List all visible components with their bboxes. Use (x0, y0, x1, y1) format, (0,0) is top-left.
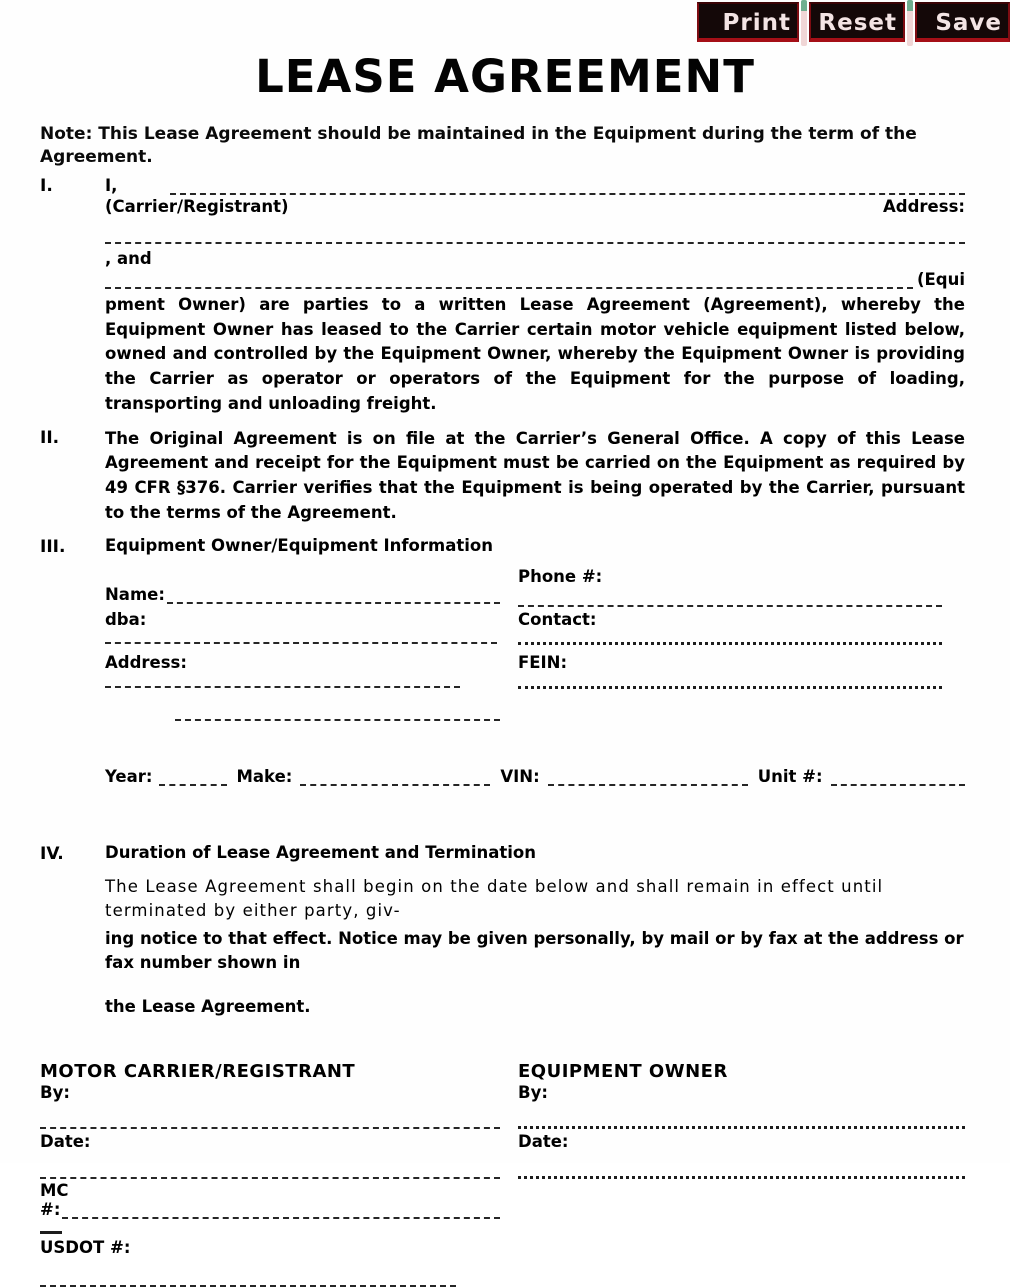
carrier-name-line[interactable] (170, 176, 965, 195)
section-4-heading: Duration of Lease Agreement and Termination (105, 842, 536, 862)
address-label: Address: (883, 196, 965, 216)
mc-number-label: #: (40, 1200, 61, 1220)
section-3-numeral: III. (40, 536, 66, 557)
section-2 (0, 427, 1010, 526)
vin-label: VIN: (500, 766, 540, 786)
and-label: , and (105, 248, 152, 268)
section-4 (0, 843, 1010, 1020)
text-cursor-bar (907, 0, 913, 46)
owner-date-label: Date: (518, 1132, 569, 1152)
name-label: Name: (105, 584, 165, 604)
equipment-owner-name-line[interactable] (105, 270, 913, 289)
unit-input-line[interactable] (831, 767, 965, 786)
equi-label: (Equi (916, 269, 965, 289)
carrier-address-line[interactable] (105, 225, 965, 244)
make-input-line[interactable] (300, 767, 490, 786)
page-title: LEASE AGREEMENT (255, 50, 755, 103)
phone-label: Phone #: (518, 566, 603, 586)
reset-button[interactable]: Reset (809, 2, 905, 42)
carrier-date-label: Date: (40, 1132, 91, 1152)
section-4-paragraph-2: ing notice to that effect. Notice may be given personally, by mail or by fax at the address or fax number shown in (105, 929, 964, 973)
text-cursor-bar (801, 0, 807, 46)
contact-input-line[interactable] (518, 626, 942, 645)
section-4-paragraph-3: the Lease Agreement. (105, 997, 311, 1017)
mc-number-line[interactable] (62, 1200, 500, 1219)
save-button[interactable]: Save (915, 2, 1010, 42)
owner-by-label: By: (518, 1083, 548, 1103)
vin-input-line[interactable] (548, 767, 748, 786)
equipment-owner-signature-block (518, 1061, 965, 1179)
year-input-line[interactable] (159, 767, 227, 786)
signature-section (40, 1061, 965, 1276)
section-2-numeral: II. (40, 427, 60, 448)
unit-label: Unit #: (757, 766, 823, 786)
section-2-body-text: The Original Agreement is on file at the Carrier’s General Office. A copy of this Lease Agreement and receipt for the Equipment must be carried on the Equipment as required by 49 CFR §376. Carrier verifies that the Equipment is being operated by the Carrier, pursuant to the terms of the Agreement. (105, 428, 965, 522)
owner-by-signature-line[interactable] (518, 1110, 965, 1129)
section-1-body-text: pment Owner) are parties to a written Lease Agreement (Agreement), whereby the Equipment Owner has leased to the Carrier certain motor vehicle equipment listed below, owned and controlled by the Equipment Owner, whereby the Equipment Owner is providing the Carrier as operator or operators of the Equipment for the purpose of loading, transporting and unloading freight. (105, 294, 965, 413)
section-4-paragraph-1: The Lease Agreement shall begin on the date below and shall remain in effect until terminated by either party, giv- (105, 876, 884, 920)
section-3-heading: Equipment Owner/Equipment Information (105, 535, 493, 555)
address-input-line-2[interactable] (175, 702, 500, 721)
motor-carrier-signature-block (40, 1061, 500, 1287)
address-field-label: Address: (105, 652, 187, 672)
equipment-owner-heading: EQUIPMENT OWNER (518, 1061, 728, 1083)
usdot-label: USDOT #: (40, 1238, 131, 1258)
address-input-line[interactable] (105, 669, 460, 688)
section-4-numeral: IV. (40, 843, 64, 864)
name-input-line[interactable] (167, 585, 500, 604)
i-comma-label: I, (105, 175, 118, 195)
usdot-number-line[interactable] (40, 1268, 456, 1287)
note-text: Note: This Lease Agreement should be maintained in the Equipment during the term of the Agreement. (40, 124, 917, 167)
carrier-date-line[interactable] (40, 1160, 500, 1179)
carrier-by-signature-line[interactable] (40, 1110, 500, 1129)
year-label: Year: (105, 766, 153, 786)
motor-carrier-heading: MOTOR CARRIER/REGISTRANT (40, 1061, 356, 1083)
owner-date-line[interactable] (518, 1160, 965, 1179)
carrier-registrant-label: (Carrier/Registrant) (105, 196, 289, 216)
dba-label: dba: (105, 609, 147, 629)
equipment-info-form (105, 557, 965, 817)
carrier-by-label: By: (40, 1083, 70, 1103)
make-label: Make: (236, 766, 293, 786)
dba-input-line[interactable] (105, 625, 497, 644)
phone-input-line[interactable] (518, 588, 942, 607)
print-button[interactable]: Print (697, 2, 799, 42)
mc-label: MC (40, 1181, 69, 1201)
section-1-numeral: I. (40, 175, 53, 196)
fein-input-line[interactable] (518, 670, 942, 689)
form-toolbar (697, 0, 1010, 46)
contact-label: Contact: (518, 609, 597, 629)
section-3 (0, 536, 1010, 557)
mc-continuation-dash (40, 1227, 62, 1234)
section-1 (0, 175, 1010, 417)
fein-label: FEIN: (518, 652, 568, 672)
